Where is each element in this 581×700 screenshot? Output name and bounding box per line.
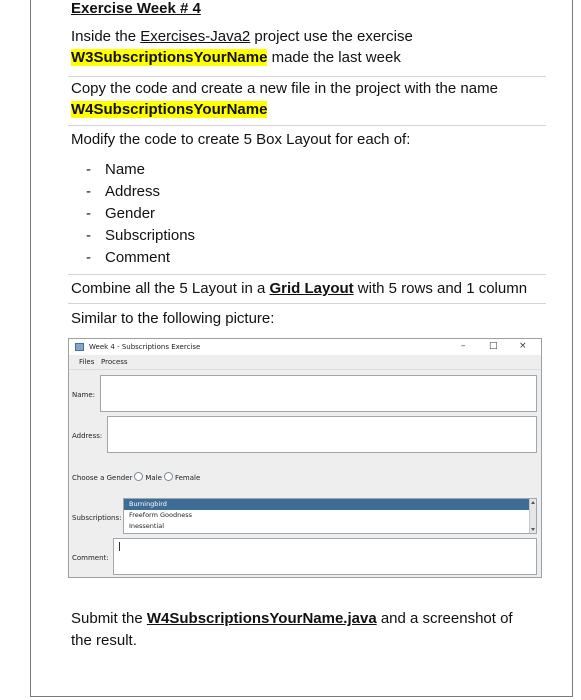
male-radio bbox=[134, 472, 143, 481]
scroll-up-arrow-icon bbox=[531, 501, 535, 504]
list-item-name: Name bbox=[105, 161, 146, 178]
paragraph-similar-picture: Similar to the following picture: bbox=[71, 310, 275, 327]
project-name-link: Exercises-Java2 bbox=[140, 28, 251, 45]
subscription-item: Freeform Goodness bbox=[129, 511, 193, 519]
female-radio bbox=[164, 472, 173, 481]
list-scrollbar bbox=[529, 499, 536, 533]
comment-label: Comment: bbox=[72, 554, 109, 562]
minimize-icon: – bbox=[461, 341, 466, 351]
paragraph-combine-layouts bbox=[71, 280, 527, 297]
p6-before: Submit the bbox=[71, 610, 147, 627]
p1-before: Inside the bbox=[71, 28, 141, 45]
list-item-subscriptions: Subscriptions bbox=[105, 227, 196, 244]
scroll-down-arrow-icon bbox=[531, 528, 535, 531]
w4-filename-highlight: W4SubscriptionsYourName bbox=[71, 101, 268, 118]
subscription-item-selected: Burningbird bbox=[124, 499, 536, 510]
paragraph-copy-code: Copy the code and create a new file in the project with the name bbox=[71, 80, 498, 97]
list-item: - Gender bbox=[86, 205, 156, 222]
gender-row bbox=[72, 472, 200, 482]
female-label: Female bbox=[174, 474, 201, 482]
w3-filename-highlight: W3SubscriptionsYourName bbox=[71, 49, 268, 66]
subscriptions-label: Subscriptions: bbox=[72, 514, 122, 522]
paragraph-submit-line2: the result. bbox=[71, 632, 137, 649]
divider bbox=[68, 303, 546, 304]
subscriptions-list bbox=[123, 498, 537, 534]
gender-label: Choose a Gender bbox=[72, 474, 133, 482]
name-label: Name: bbox=[72, 391, 96, 399]
name-field bbox=[100, 375, 537, 412]
window-menubar bbox=[69, 355, 541, 370]
comment-area bbox=[113, 538, 537, 575]
divider bbox=[68, 76, 546, 77]
text-caret bbox=[119, 542, 120, 551]
p4-before: Combine all the 5 Layout in a bbox=[71, 280, 270, 297]
window-title-bar bbox=[69, 339, 541, 355]
list-item: - Subscriptions bbox=[86, 227, 196, 244]
paragraph-copy-code-line2 bbox=[71, 101, 267, 118]
list-item: - Comment bbox=[86, 249, 171, 266]
grid-layout-term: Grid Layout bbox=[269, 280, 354, 297]
p6-after: and a screenshot of bbox=[376, 610, 513, 627]
divider bbox=[68, 274, 546, 275]
submit-filename: W4SubscriptionsYourName.java bbox=[146, 610, 377, 627]
list-item-comment: Comment bbox=[105, 249, 171, 266]
p1-after: made the last week bbox=[267, 49, 401, 66]
address-field bbox=[107, 416, 537, 453]
window-title: Week 4 - Subscriptions Exercise bbox=[89, 343, 201, 351]
paragraph-submit bbox=[71, 610, 513, 627]
maximize-icon: □ bbox=[489, 341, 498, 351]
list-item: - Name bbox=[86, 161, 146, 178]
paragraph-inside-project-line2 bbox=[71, 49, 401, 66]
p1-middle: project use the exercise bbox=[250, 28, 413, 45]
exercise-heading: Exercise Week # 4 bbox=[71, 0, 201, 17]
close-icon: × bbox=[519, 341, 527, 351]
subscription-item: Inessential bbox=[129, 522, 165, 530]
paragraph-inside-project bbox=[71, 28, 413, 45]
list-item-gender: Gender bbox=[105, 205, 156, 222]
list-item: - Address bbox=[86, 183, 161, 200]
example-window-screenshot bbox=[68, 338, 542, 578]
list-item-address: Address bbox=[105, 183, 161, 200]
paragraph-modify-code: Modify the code to create 5 Box Layout for each of: bbox=[71, 131, 411, 148]
menu-process: Process bbox=[101, 358, 128, 366]
menu-files: Files bbox=[79, 358, 95, 366]
p4-after: with 5 rows and 1 column bbox=[353, 280, 528, 297]
male-label: Male bbox=[145, 474, 162, 482]
java-app-icon bbox=[75, 343, 84, 351]
address-label: Address: bbox=[72, 432, 103, 440]
divider bbox=[68, 125, 546, 126]
